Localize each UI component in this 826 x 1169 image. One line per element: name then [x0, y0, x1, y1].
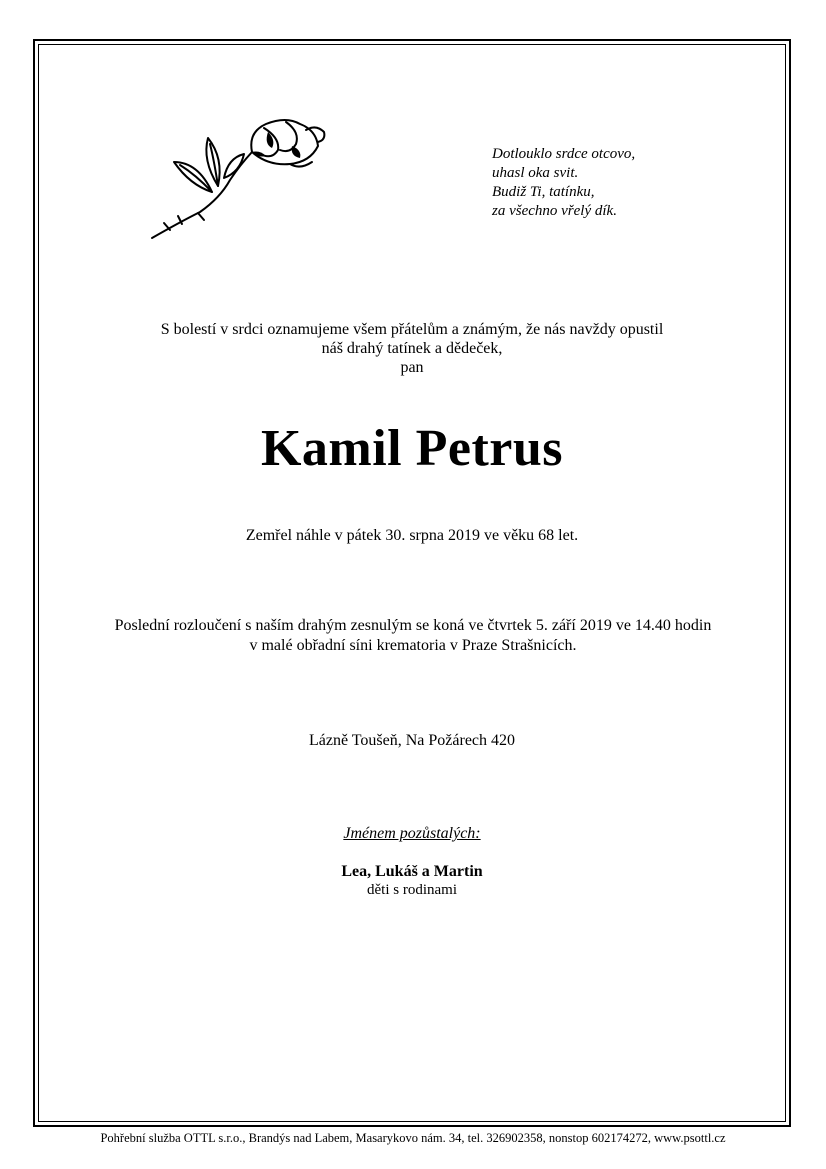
announcement-line: S bolestí v srdci oznamujeme všem přátelům a známým, že nás navždy opustil: [160, 321, 664, 338]
farewell-info: [33, 616, 793, 656]
farewell-line: Poslední rozloučení s naším drahým zesnulým se koná ve čtvrtek 5. září 2019 ve 14.40 hodin: [114, 617, 712, 634]
footer: Pohřební služba OTTL s.r.o., Brandýs nad Labem, Masarykovo nám. 34, tel. 326902358, nonstop 602174272, www.psottl.cz: [100, 1131, 726, 1145]
poem-line: za všechno vřelý dík.: [492, 203, 617, 219]
address: Lázně Toušeň, Na Požárech 420: [308, 732, 516, 749]
announcement-line: pan: [400, 359, 424, 376]
poem: [492, 145, 635, 221]
death-note: Zemřel náhle v pátek 30. srpna 2019 ve věku 68 let.: [245, 527, 579, 544]
announcement-line: náš drahý tatínek a dědeček,: [321, 340, 503, 357]
poem-line: uhasl oka svit.: [492, 165, 579, 181]
poem-line: Dotlouklo srdce otcovo,: [492, 146, 636, 162]
poem-line: Budiž Ti, tatínku,: [492, 184, 595, 200]
survivors-note: děti s rodinami: [367, 882, 457, 898]
survivors-names: Lea, Lukáš a Martin: [341, 863, 483, 880]
deceased-name: Kamil Petrus: [260, 420, 564, 477]
survivors-label: Jménem pozůstalých:: [343, 825, 481, 842]
announcement: [38, 320, 786, 377]
rose-icon: [140, 110, 340, 250]
farewell-line: v malé obřadní síni krematoria v Praze Strašnicích.: [249, 637, 577, 654]
